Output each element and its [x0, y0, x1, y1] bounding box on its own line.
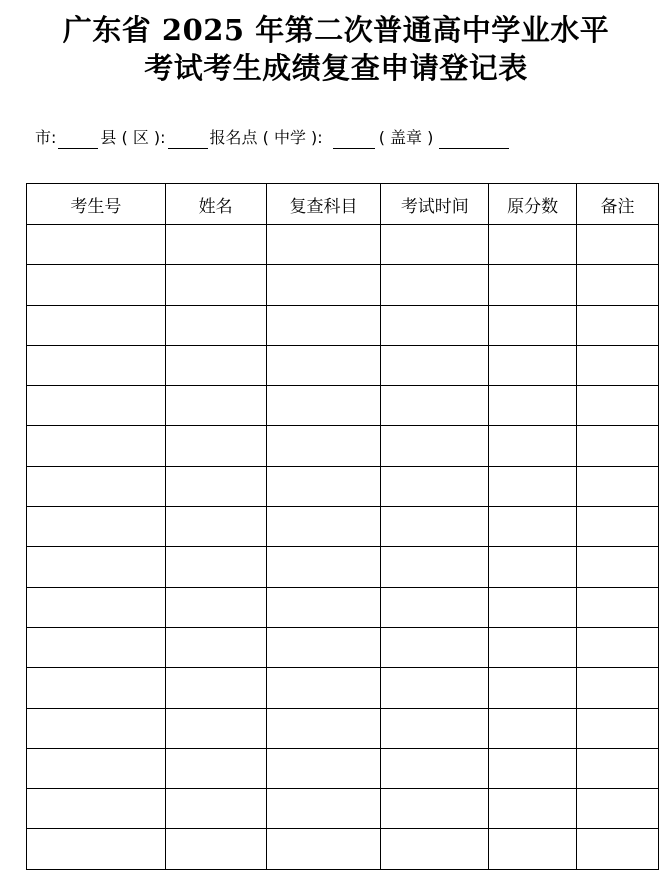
table-cell[interactable] — [27, 587, 166, 627]
form-title-line-2: 考试考生成绩复查申请登记表 — [144, 51, 528, 85]
table-row — [27, 547, 659, 587]
table-cell[interactable] — [381, 668, 489, 708]
table-cell[interactable] — [577, 507, 659, 547]
table-cell[interactable] — [577, 587, 659, 627]
table-cell[interactable] — [489, 225, 577, 265]
table-cell[interactable] — [489, 627, 577, 667]
table-cell[interactable] — [266, 305, 381, 345]
header-name: 姓名 — [165, 184, 266, 225]
table-cell[interactable] — [381, 507, 489, 547]
city-label: 市: — [35, 128, 57, 147]
table-cell[interactable] — [489, 547, 577, 587]
table-cell[interactable] — [27, 547, 166, 587]
table-cell[interactable] — [577, 305, 659, 345]
table-cell[interactable] — [577, 668, 659, 708]
table-cell[interactable] — [27, 386, 166, 426]
county-blank[interactable] — [168, 131, 208, 149]
table-body — [27, 225, 659, 870]
table-cell[interactable] — [27, 708, 166, 748]
table-cell[interactable] — [165, 587, 266, 627]
table-cell[interactable] — [381, 587, 489, 627]
table-row — [27, 668, 659, 708]
table-row — [27, 305, 659, 345]
table-cell[interactable] — [27, 627, 166, 667]
table-cell[interactable] — [381, 748, 489, 788]
header-review-subject: 复查科目 — [266, 184, 381, 225]
table-row — [27, 507, 659, 547]
table-cell[interactable] — [165, 345, 266, 385]
table-cell[interactable] — [266, 789, 381, 829]
table-cell[interactable] — [577, 627, 659, 667]
exam-site-label: 报名点 ( 中学 ): — [209, 128, 323, 147]
table-cell[interactable] — [577, 547, 659, 587]
county-label: 县 ( 区 ): — [100, 128, 166, 147]
table-row — [27, 265, 659, 305]
table-cell[interactable] — [489, 829, 577, 869]
table-cell[interactable] — [266, 748, 381, 788]
table-row — [27, 386, 659, 426]
table-cell[interactable] — [27, 789, 166, 829]
table-cell[interactable] — [381, 708, 489, 748]
table-cell[interactable] — [577, 426, 659, 466]
table-cell[interactable] — [489, 668, 577, 708]
table-cell[interactable] — [577, 386, 659, 426]
table-cell[interactable] — [381, 426, 489, 466]
table-cell[interactable] — [381, 386, 489, 426]
table-cell[interactable] — [165, 265, 266, 305]
table-cell[interactable] — [165, 627, 266, 667]
table-cell[interactable] — [27, 829, 166, 869]
table-cell[interactable] — [266, 668, 381, 708]
table-cell[interactable] — [165, 386, 266, 426]
table-cell[interactable] — [577, 225, 659, 265]
table-cell[interactable] — [381, 829, 489, 869]
city-blank[interactable] — [58, 131, 98, 149]
table-cell[interactable] — [266, 708, 381, 748]
table-cell[interactable] — [266, 507, 381, 547]
table-cell[interactable] — [266, 587, 381, 627]
table-cell[interactable] — [27, 507, 166, 547]
table-cell[interactable] — [266, 466, 381, 506]
table-cell[interactable] — [165, 225, 266, 265]
table-cell[interactable] — [577, 265, 659, 305]
table-row — [27, 426, 659, 466]
table-cell[interactable] — [489, 789, 577, 829]
table-row — [27, 345, 659, 385]
table-cell[interactable] — [577, 466, 659, 506]
table-row — [27, 708, 659, 748]
table-cell[interactable] — [381, 627, 489, 667]
table-row — [27, 627, 659, 667]
table-cell[interactable] — [27, 426, 166, 466]
table-cell[interactable] — [266, 426, 381, 466]
table-cell[interactable] — [266, 345, 381, 385]
seal-blank[interactable] — [439, 131, 509, 149]
header-exam-time: 考试时间 — [381, 184, 489, 225]
table-cell[interactable] — [165, 829, 266, 869]
table-row — [27, 748, 659, 788]
exam-site-blank[interactable] — [333, 131, 375, 149]
table-row — [27, 225, 659, 265]
table-cell[interactable] — [266, 627, 381, 667]
table-cell[interactable] — [489, 265, 577, 305]
table-cell[interactable] — [266, 225, 381, 265]
table-cell[interactable] — [27, 668, 166, 708]
table-cell[interactable] — [27, 305, 166, 345]
table-cell[interactable] — [489, 708, 577, 748]
table-cell[interactable] — [381, 547, 489, 587]
header-remarks: 备注 — [577, 184, 659, 225]
header-original-score: 原分数 — [489, 184, 577, 225]
table-cell[interactable] — [381, 305, 489, 345]
table-cell[interactable] — [165, 789, 266, 829]
table-cell[interactable] — [577, 748, 659, 788]
table-cell[interactable] — [489, 466, 577, 506]
table-cell[interactable] — [381, 225, 489, 265]
table-cell[interactable] — [577, 829, 659, 869]
table-cell[interactable] — [489, 426, 577, 466]
table-cell[interactable] — [27, 345, 166, 385]
table-row — [27, 587, 659, 627]
table-header-row — [27, 184, 659, 225]
table-cell[interactable] — [489, 748, 577, 788]
table-cell[interactable] — [266, 829, 381, 869]
table-cell[interactable] — [165, 668, 266, 708]
table-cell[interactable] — [27, 225, 166, 265]
table-cell[interactable] — [266, 386, 381, 426]
table-cell[interactable] — [27, 265, 166, 305]
table-cell[interactable] — [577, 789, 659, 829]
table-cell[interactable] — [266, 547, 381, 587]
table-cell[interactable] — [27, 466, 166, 506]
table-cell[interactable] — [165, 547, 266, 587]
table-cell[interactable] — [381, 345, 489, 385]
table-cell[interactable] — [165, 708, 266, 748]
table-row — [27, 466, 659, 506]
table-row — [27, 789, 659, 829]
table-cell[interactable] — [577, 345, 659, 385]
table-cell[interactable] — [165, 426, 266, 466]
table-row — [27, 829, 659, 869]
table-cell[interactable] — [165, 466, 266, 506]
table-cell[interactable] — [489, 305, 577, 345]
table-cell[interactable] — [381, 466, 489, 506]
table-cell[interactable] — [489, 507, 577, 547]
table-cell[interactable] — [381, 265, 489, 305]
table-cell[interactable] — [489, 587, 577, 627]
registration-table — [26, 183, 659, 870]
form-title-line-1: 广东省 2025 年第二次普通高中学业水平 — [62, 13, 610, 47]
table-cell[interactable] — [27, 748, 166, 788]
table-cell[interactable] — [577, 708, 659, 748]
table-cell[interactable] — [489, 345, 577, 385]
table-cell[interactable] — [165, 748, 266, 788]
table-cell[interactable] — [266, 265, 381, 305]
table-cell[interactable] — [165, 507, 266, 547]
seal-label: ( 盖章 ) — [378, 128, 434, 147]
form-info-line — [35, 127, 509, 149]
table-cell[interactable] — [165, 305, 266, 345]
header-candidate-number: 考生号 — [27, 184, 166, 225]
table-cell[interactable] — [489, 386, 577, 426]
table-cell[interactable] — [381, 789, 489, 829]
